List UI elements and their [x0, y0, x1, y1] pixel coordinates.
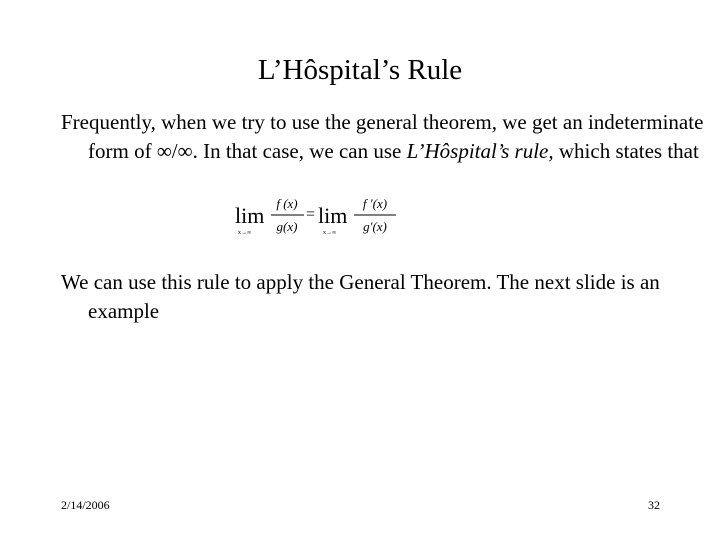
formula-den-right: g′(x)	[363, 219, 387, 234]
formula-num-right: f ′(x)	[362, 196, 388, 211]
intro-text-end: which states that	[553, 139, 699, 163]
formula-lim-right: lim	[318, 203, 348, 228]
paragraph-next: We can use this rule to apply the General Theorem. The next slide is an example	[61, 270, 660, 323]
formula-equals: =	[306, 206, 316, 223]
formula-num-left: f (x)	[276, 196, 298, 211]
lhopital-formula	[233, 193, 403, 239]
formula-den-left: g(x)	[276, 219, 298, 234]
paragraph-intro	[61, 108, 708, 166]
formula-sub-right: x→∞	[323, 230, 337, 236]
rule-name: L’Hôspital’s rule,	[406, 139, 554, 163]
slide-title: L’Hôspital’s Rule	[257, 54, 463, 86]
formula-sub-left: x→∞	[238, 230, 252, 236]
footer-date: 2/14/2006	[61, 498, 110, 512]
intro-text: Frequently, when we try to use the general theorem, we get an indeterminate form of ∞/∞. In that case, we can use	[61, 110, 704, 163]
footer-page-number: 32	[648, 498, 660, 512]
formula-lim-left: lim	[235, 203, 265, 228]
